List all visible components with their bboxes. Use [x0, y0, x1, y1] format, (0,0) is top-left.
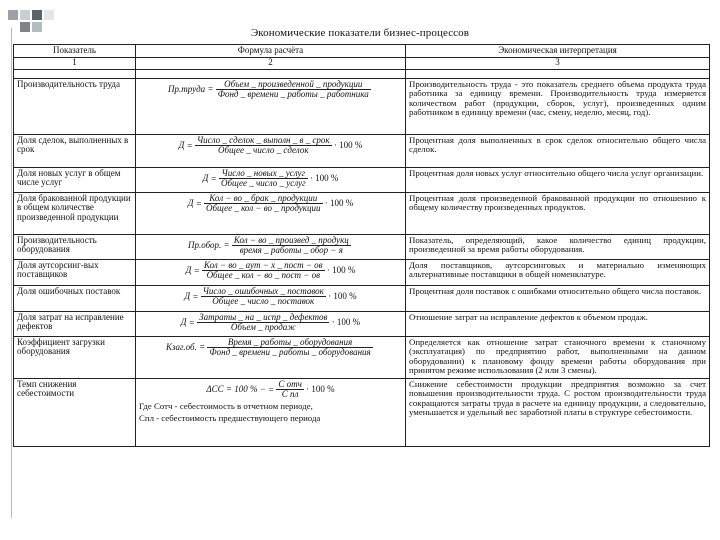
- interpretation-text: Процентная доля произведенной бракованной продукции по отношению к общему количеству произведенных продуктов.: [406, 192, 710, 234]
- table-row: [14, 378, 710, 446]
- formula-suffix: · 100 %: [331, 317, 361, 328]
- formula-cell: Д = $\frac{\text{Число \_ новых \_ услуг}}{\text{Общее \_ число \_ услуг}}$ · 100 %: [136, 167, 406, 192]
- header-row: [14, 45, 710, 58]
- formula-note: Спл - себестоимость предшествующего периода: [139, 412, 321, 423]
- formula-denominator: Общее _ кол − во _ пост − ов: [206, 270, 320, 281]
- formula-lhs: Д: [202, 173, 209, 184]
- formula-cell: ΔСС = 100 % − = $\frac{\text{C отч}}{\text{C пл}}$ · 100 % Где Сотч - себестоимость в отчетном периоде, Спл - себестоимость предшествующего периода: [136, 378, 406, 446]
- formula-numerator: Объем _ произведенной _ продукции: [216, 80, 371, 91]
- formula-cell: [136, 336, 406, 378]
- column-number-row: [14, 57, 710, 69]
- table-row: [14, 134, 710, 167]
- formula-suffix: · 100 %: [309, 173, 339, 184]
- formula-denominator: Фонд _ времени _ работы _ работника: [217, 89, 369, 100]
- formula-lhs: Д: [185, 265, 192, 276]
- interpretation-text: Показатель, определяющий, какое количество единиц продукции, произведенной за время работы оборудования.: [406, 234, 710, 259]
- formula-fraction: [232, 236, 351, 256]
- formula-suffix: · 100 %: [306, 384, 335, 395]
- indicator-name: Производительность оборудования: [14, 234, 136, 259]
- formula-numerator: Время _ работы _ оборудования: [207, 338, 372, 349]
- formula-denominator: Общее _ число _ поставок: [212, 296, 315, 307]
- indicator-name: Доля новых услуг в общем числе услуг: [14, 167, 136, 192]
- table-row: [14, 167, 710, 192]
- interpretation-text: Определяется как отношение затрат станочного времени к станочному (эксплуатация) по предприятию работ, выполненными на данном оборудовании) к плановому фонду времени работы оборудования при принятом режиме использования (2 или 3 смены).: [406, 336, 710, 378]
- indicator-name: Доля аутсорсинг-вых поставщиков: [14, 259, 136, 285]
- column-number: 3: [406, 57, 710, 69]
- formula-numerator: Число _ сделок _ выполн _ в _ срок: [196, 134, 330, 145]
- formula-cell: Д = $\frac{\text{Число \_ ошибочных \_ поставок}}{\text{Общее \_ число \_ поставок}}$ · 100 %: [136, 285, 406, 311]
- row-spacer: [14, 69, 710, 78]
- spacer-cell: [406, 69, 710, 78]
- column-number: 1: [14, 57, 136, 69]
- slide-left-rule: [11, 28, 12, 518]
- formula-numerator: Кол − во _ аут − х _ пост − ов: [203, 259, 323, 270]
- interpretation-text: Производительность труда - это показатель среднего объема продукта труда работника за единицу времени. Производительность труда измеряется количеством работ (продукции, сборок, услуг), произведенных одним работником в единицу времени (час, смену, неделю, месяц, год).: [406, 78, 710, 134]
- formula-lhs: ΔСС = 100 % −: [206, 384, 266, 395]
- formula-fraction: [204, 194, 322, 214]
- formula-denominator: Общее _ кол − во _ продукции: [206, 203, 321, 214]
- spacer-cell: [136, 69, 406, 78]
- formula-numerator: C отч: [278, 378, 302, 389]
- formula-lhs: Пр.обор. =: [187, 240, 230, 251]
- formula-fraction: [202, 261, 325, 281]
- interpretation-text: Процентная доля новых услуг относительно общего числа услуг организации.: [406, 167, 710, 192]
- interpretation-text: Процентная доля поставок с ошибками относительно общего числа поставок.: [406, 285, 710, 311]
- formula-fraction: [216, 80, 371, 100]
- formula-fraction: [207, 338, 372, 358]
- formula-denominator: Общее _ число _ услуг: [220, 178, 306, 189]
- formula-fraction: [201, 287, 326, 307]
- table-row: [14, 259, 710, 285]
- formula-lhs: Кзаг.об. =: [166, 342, 206, 353]
- formula-cell: [136, 234, 406, 259]
- indicator-name: Доля затрат на исправление дефектов: [14, 311, 136, 336]
- decor-square: [20, 10, 30, 20]
- formula-lhs: Д: [178, 140, 185, 151]
- indicator-name: Доля сделок, выполненных в срок: [14, 134, 136, 167]
- formula-suffix: · 100 %: [333, 140, 363, 151]
- spacer-cell: [14, 69, 136, 78]
- formula-denominator: C пл: [281, 389, 299, 400]
- table-row: [14, 234, 710, 259]
- formula-suffix: · 100 %: [328, 291, 357, 302]
- formula-lhs: Д: [184, 291, 191, 302]
- indicator-name: Доля ошибочных поставок: [14, 285, 136, 311]
- column-number: 2: [136, 57, 406, 69]
- decor-square: [8, 10, 18, 20]
- indicators-table: [13, 44, 710, 447]
- interpretation-text: Снижение себестоимости продукции предприятия возможно за счет повышения производительности труда. С ростом производительности труда сокращаются затраты труда в расчете на единицу продукции, а следовательно, уменьшается и удельный вес заработной платы в структуре себестоимости.: [406, 378, 710, 446]
- formula-numerator: Затраты _ на _ испр _ дефектов: [199, 311, 328, 322]
- formula-cell: Д = $\frac{\text{Затраты \_ на \_ испр \_ дефектов}}{\text{Объем \_ продаж}}$ · 100 %: [136, 311, 406, 336]
- formula-suffix: · 100 %: [326, 265, 356, 276]
- formula-denominator: Фонд _ времени _ работы _ оборудования: [209, 347, 371, 358]
- formula-numerator: Число _ новых _ услуг: [219, 169, 308, 180]
- formula-fraction: [219, 169, 308, 189]
- formula-note: Где Сотч - себестоимость в отчетном периоде,: [139, 401, 313, 412]
- formula-fraction: [276, 380, 304, 400]
- formula-numerator: Кол − во _ произвед _ продукц: [233, 234, 349, 245]
- formula-numerator: Число _ ошибочных _ поставок: [202, 285, 324, 296]
- header-interpretation: Экономическая интерпретация: [406, 45, 710, 58]
- decor-square: [44, 10, 54, 20]
- table-row: [14, 285, 710, 311]
- interpretation-text: Отношение затрат на исправление дефектов к объемом продаж.: [406, 311, 710, 336]
- indicator-name: Темп снижения себестоимости: [14, 378, 136, 446]
- formula-cell: [136, 78, 406, 134]
- table-row: [14, 311, 710, 336]
- table-row: [14, 78, 710, 134]
- indicator-name: Производительность труда: [14, 78, 136, 134]
- header-indicator: Показатель: [14, 45, 136, 58]
- formula-cell: Д = $\frac{\text{Число \_ сделок \_ выполн \_ в \_ срок}}{\text{Общее \_ число \_ сделок}}$ · 100 %: [136, 134, 406, 167]
- formula-denominator: Объем _ продаж: [230, 322, 296, 333]
- formula-suffix: · 100 %: [324, 198, 354, 209]
- formula-lhs: Д: [180, 317, 187, 328]
- formula-denominator: Общее _ число _ сделок: [218, 145, 309, 156]
- header-formula: Формула расчёта: [136, 45, 406, 58]
- formula-denominator: время _ работы _ обор − я: [239, 245, 343, 256]
- indicator-name: Доля бракованной продукции в общем количестве произведенной продукции: [14, 192, 136, 234]
- table-row: [14, 192, 710, 234]
- formula-lhs: Пр.труда =: [168, 84, 214, 95]
- formula-numerator: Кол − во _ брак _ продукции: [204, 194, 322, 205]
- interpretation-text: Доля поставщиков, аутсорсинговых и материально изменяющих альтернативные поставщики в общей номенклатуре.: [406, 259, 710, 285]
- formula-fraction: [197, 313, 329, 333]
- table-body: [14, 69, 710, 446]
- table-title: Экономические показатели бизнес-процессов: [250, 27, 470, 39]
- decor-square: [32, 10, 42, 20]
- formula-lhs: Д: [187, 198, 194, 209]
- indicator-name: Коэффициент загрузки оборудования: [14, 336, 136, 378]
- table-row: [14, 336, 710, 378]
- formula-cell: Д = $\frac{\text{Кол − во \_ брак \_ продукции}}{\text{Общее \_ кол − во \_ продукции}}$ · 100 %: [136, 192, 406, 234]
- formula-cell: Д = $\frac{\text{Кол − во \_ аут − х \_ пост − ов}}{\text{Общее \_ кол − во \_ пост − ов}}$ · 100 %: [136, 259, 406, 285]
- interpretation-text: Процентная доля выполненных в срок сделок относительно общего числа сделок.: [406, 134, 710, 167]
- formula-fraction: [195, 136, 332, 156]
